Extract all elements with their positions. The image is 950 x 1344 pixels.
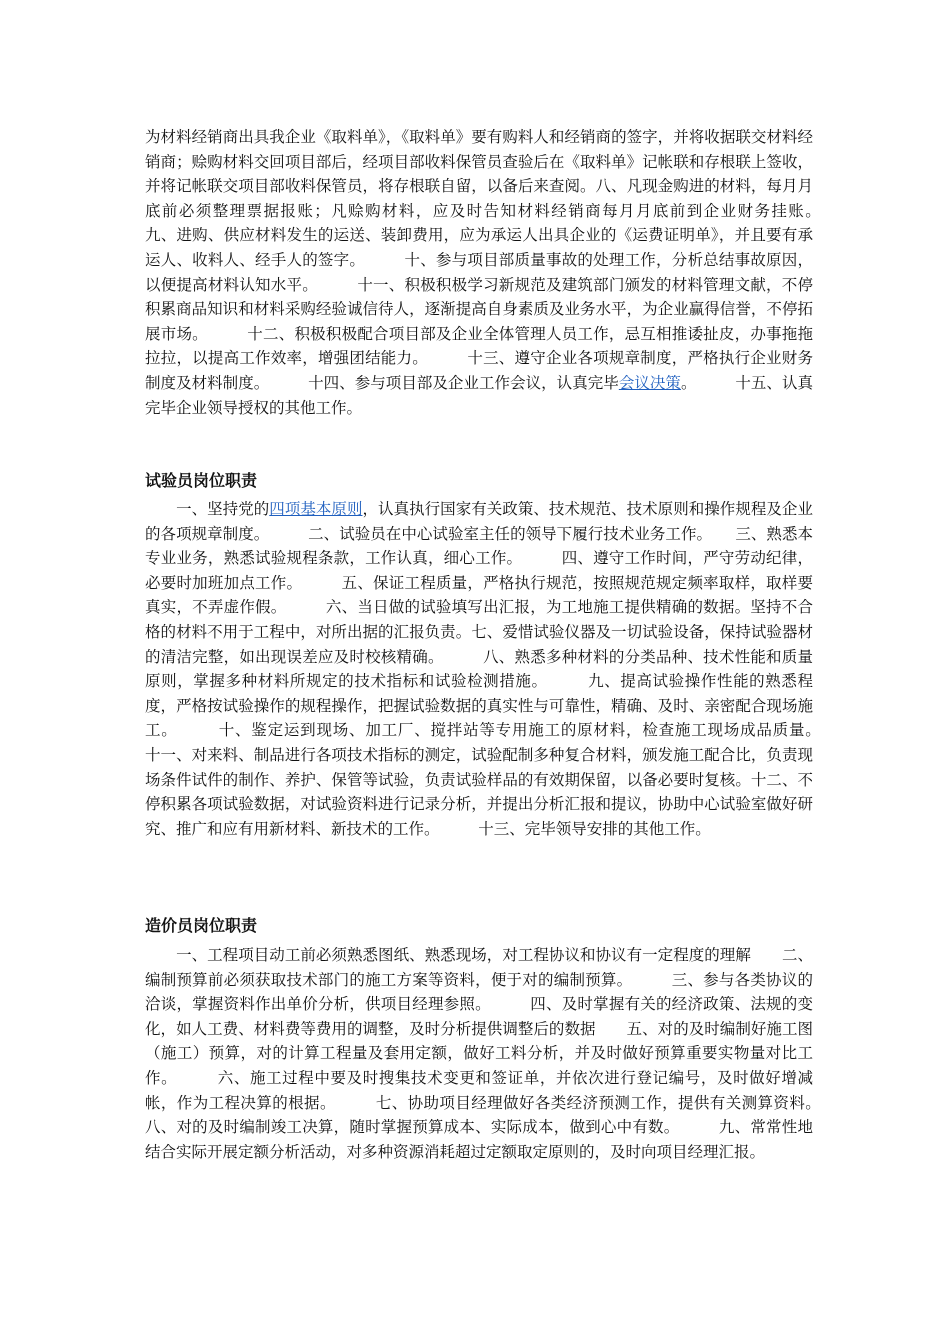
cost-estimator-duties-heading: 造价员岗位职责: [145, 916, 258, 935]
cost-estimator-duties-paragraph: 一、工程项目动工前必须熟悉图纸、熟悉现场，对工程协议和协议有一定程度的理解 二、编制预算前必须获取技术部门的施工方案等资料，便于对的编制预算。 三、参与各类协议的洽谈，掌握资料作出单价分析，供项目经理参照。 四、及时掌握有关的经济政策、法规的变化，如人工费、材料费等费用的调整，及时分析提供调整后的数据 五、对的及时编制好施工图（施工）预算，对的计算工程量及套用定额，做好工料分析，并及时做好预算重要实物量对比工作。 六、施工过程中要及时搜集技术变更和签证单，并依次进行登记编号，及时做好增减帐，作为工程决算的根据。 七、协助项目经理做好各类经济预测工作，提供有关测算资料。 八、对的及时编制竣工决算，随时掌握预算成本、实际成本，做到心中有数。 九、常常性地结合实际开展定额分析活动，对多种资源消耗超过定额取定原则的，及时向项目经理汇报。: [145, 946, 860, 1161]
tester-text-a: 一、坚持党的: [145, 500, 270, 518]
tester-duties-heading: 试验员岗位职责: [145, 471, 258, 490]
materials-duties-paragraph: [145, 125, 860, 420]
tester-text-b: ，认真执行国家有关政策、技术规范、技术原则和操作规程及企业的各项规章制度。 二、试验员在中心试验室主任的领导下履行技术业务工作。 三、熟悉本专业业务，熟悉试验规程条款，工作认真，细心工作。 四、遵守工作时间，严守劳动纪律，必要时加班加点工作。 五、保证工程质量，严格执行规范，按照规范规定频率取样，取样要真实，不弄虚作假。 六、当日做的试验填写出汇报，为工地施工提供精确的数据。坚持不合格的材料不用于工程中，对所出据的汇报负责。七、爱惜试验仪器及一切试验设备，保持试验器材的清洁完整，如出现误差应及时校核精确。 八、熟悉多种材料的分类品种、技术性能和质量原则，掌握多种材料所规定的技术指标和试验检测措施。 九、提高试验操作性能的熟悉程度，严格按试验操作的规程操作，把握试验数据的真实性与可靠性，精确、及时、亲密配合现场施工。 十、鉴定运到现场、加工厂、搅拌站等专用施工的原材料，检查施工现场成品质量。 十一、对来料、制品进行各项技术指标的测定，试验配制多种复合材料，颁发施工配合比，负责现场条件试件的制作、养护、保管等试验，负责试验样品的有效期保留，以备必要时复核。十二、不停积累各项试验数据，对试验资料进行记录分析，并提出分析汇报和提议，协助中心试验室做好研究、推广和应有用新材料、新技术的工作。 十三、完毕领导安排的其他工作。: [145, 500, 860, 838]
materials-text-b: 。 十五、认真完毕企业领导授权的其他工作。: [145, 373, 813, 417]
materials-text-a: 为材料经销商出具我企业《取料单》，《取料单》要有购料人和经销商的签字，并将收据联交材料经销商；赊购材料交回项目部后，经项目部收料保管员查验后在《取料单》记帐联和存根联上签收，并将记帐联交项目部收料保管员，将存根联自留，以备后来查阅。八、凡现金购进的材料，每月月底前必须整理票据报账；凡赊购材料，应及时告知材料经销商每月月底前到企业财务挂账。 九、进购、供应材料发生的运送、装卸费用，应为承运人出具企业的《运费证明单》，并且要有承运人、收料人、经手人的签字。 十、参与项目部质量事故的处理工作，分析总结事故原因，以便提高材料认知水平。 十一、积极积极学习新规范及建筑部门颁发的材料管理文献，不停积累商品知识和材料采购经验诚信待人，逐渐提高自身素质及业务水平，为企业赢得信誉，不停拓展市场。 十二、积极积极配合项目部及企业全体管理人员工作，忌互相推诿扯皮，办事拖拖拉拉，以提高工作效率，增强团结能力。 十三、遵守企业各项规章制度，严格执行企业财务制度及材料制度。 十四、参与项目部及企业工作会议，认真完毕: [145, 128, 860, 392]
meeting-decision-link[interactable]: 会议决策: [618, 373, 681, 392]
four-principles-link[interactable]: 四项基本原则: [269, 500, 363, 518]
tester-duties-paragraph: [145, 497, 860, 841]
